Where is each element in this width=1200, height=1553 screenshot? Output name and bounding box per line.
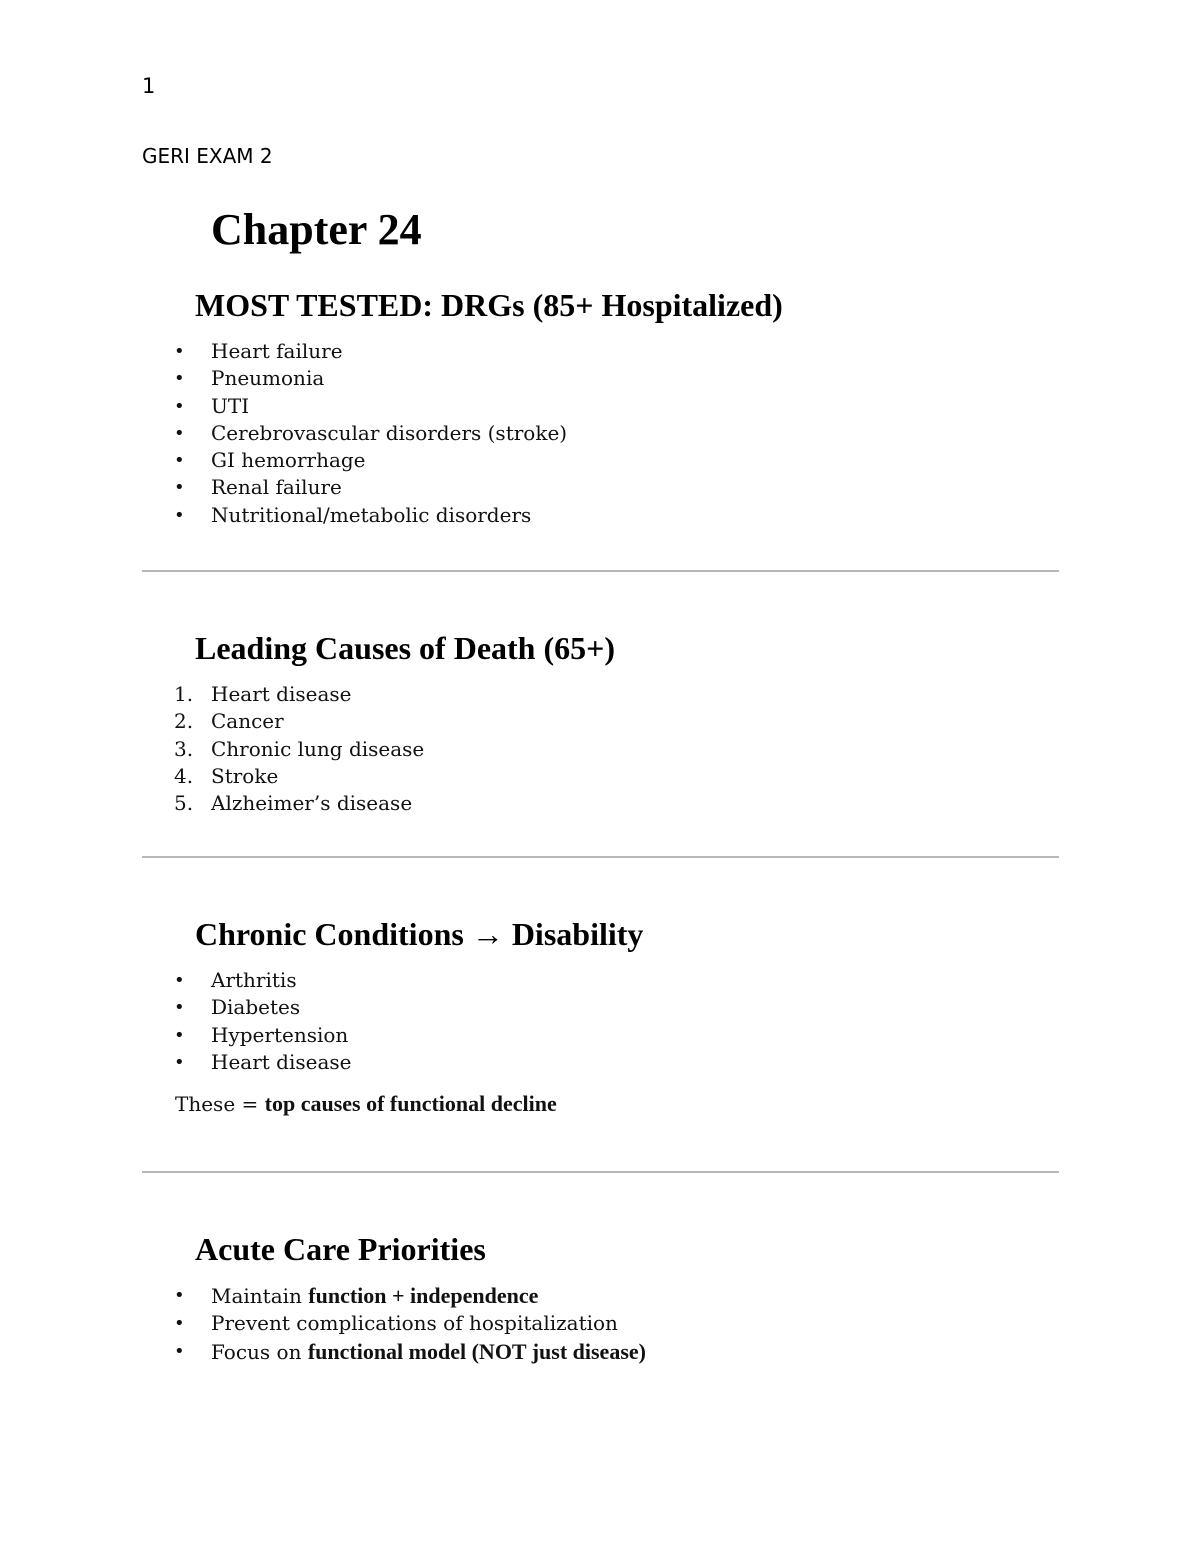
list-item-emphasis: function + independence <box>308 1283 539 1308</box>
list-item-text: Alzheimer’s disease <box>211 791 413 816</box>
list-item: • UTI <box>142 393 1059 420</box>
list-item: • Heart failure <box>142 338 1059 365</box>
causes-of-death-list <box>142 681 1059 817</box>
note-prefix: These = <box>175 1092 265 1117</box>
section-acute-care <box>142 1229 1059 1366</box>
list-number: 1. <box>174 682 194 706</box>
list-item-text: Stroke <box>211 763 279 788</box>
list-item-prefix: Focus on <box>211 1339 308 1364</box>
list-item <box>142 1338 1059 1366</box>
chapter-title: Chapter 24 <box>211 205 422 254</box>
list-item <box>142 736 1059 763</box>
list-number: 2. <box>174 709 194 734</box>
note-emphasis: top causes of functional decline <box>264 1091 557 1117</box>
section-heading: MOST TESTED: DRGs (85+ Hospitalized) <box>195 287 783 323</box>
section-heading: Leading Causes of Death (65+) <box>195 630 616 666</box>
list-item: • GI hemorrhage <box>142 447 1059 474</box>
list-item-prefix: Maintain <box>211 1284 309 1308</box>
horizontal-rule <box>142 570 1059 572</box>
section-heading: Chronic Conditions → Disability <box>195 916 644 952</box>
list-item: • Prevent complications of hospitalization <box>142 1310 1059 1337</box>
list-item-emphasis: functional model (NOT just disease) <box>307 1338 646 1364</box>
list-item <box>142 763 1059 790</box>
section-drgs <box>142 285 1059 529</box>
list-item-text: Heart disease <box>211 682 352 706</box>
list-item <box>142 708 1059 735</box>
list-item: • Heart disease <box>142 1049 1059 1076</box>
chronic-conditions-list <box>142 967 1059 1076</box>
list-item <box>142 790 1059 817</box>
section-causes-of-death <box>142 628 1059 817</box>
list-item: • Nutritional/metabolic disorders <box>142 502 1059 529</box>
horizontal-rule <box>142 856 1059 858</box>
list-item <box>142 1282 1059 1310</box>
section-chronic-conditions <box>142 914 1059 1118</box>
list-item: • Arthritis <box>142 967 1059 994</box>
list-number: 5. <box>174 791 194 816</box>
section-heading: Acute Care Priorities <box>195 1231 486 1267</box>
list-item: • Cerebrovascular disorders (stroke) <box>142 420 1059 447</box>
list-item: • Pneumonia <box>142 365 1059 392</box>
list-number: 3. <box>174 736 194 761</box>
list-item: • Hypertension <box>142 1022 1059 1049</box>
list-item: • Renal failure <box>142 474 1059 501</box>
list-item-text: Chronic lung disease <box>211 736 425 761</box>
acute-care-list <box>142 1282 1059 1366</box>
list-item <box>142 681 1059 708</box>
summary-note <box>175 1090 1059 1118</box>
document-header: GERI EXAM 2 <box>142 144 273 168</box>
list-item-text: Cancer <box>211 709 284 734</box>
horizontal-rule <box>142 1171 1059 1173</box>
list-number: 4. <box>174 763 194 788</box>
page-number: 1 <box>142 74 156 98</box>
list-item: • Diabetes <box>142 994 1059 1021</box>
drg-list <box>142 338 1059 529</box>
